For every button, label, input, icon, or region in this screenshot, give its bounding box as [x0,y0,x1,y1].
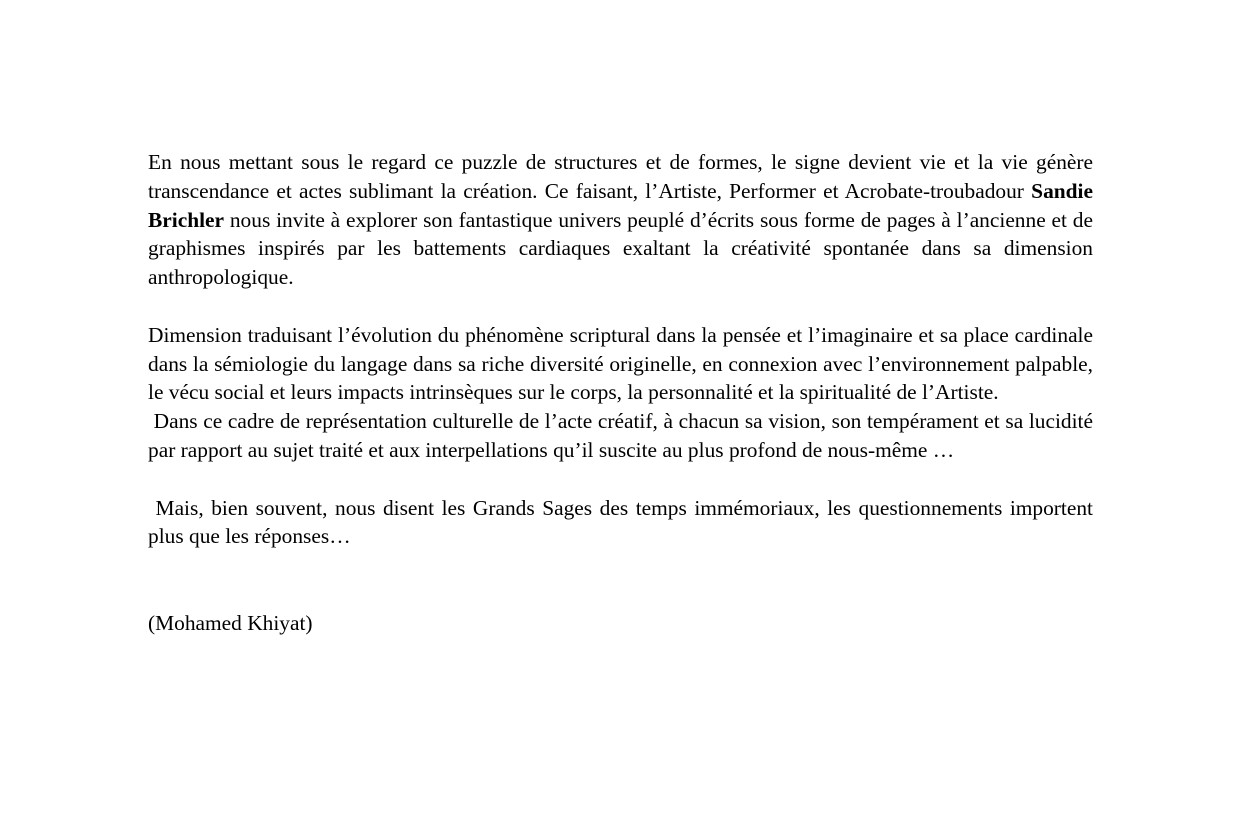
paragraph-3: Dans ce cadre de représentation culturelle de l’acte créatif, à chacun sa vision, son tempérament et sa lucidité par rapport au sujet traité et aux interpellations qu’il suscite au plus profond de nous-même … [148,409,1099,462]
paragraph-spacer [148,465,1093,494]
paragraph-2: Dimension traduisant l’évolution du phénomène scriptural dans la pensée et l’imaginaire et sa place cardinale dans la sémiologie du langage dans sa riche diversité originelle, en connexion avec l’environnement palpable, le vécu social et leurs impacts intrinsèques sur le corps, la personnalité et la spiritualité de l’Artiste. [148,322,1093,405]
paragraph-spacer [148,551,1093,609]
paragraph-1 [148,148,1093,292]
paragraph-1-text-end: nous invite à explorer son fantastique univers peuplé d’écrits sous forme de pages à l’ancienne et de graphismes inspirés par les battements cardiaques exaltant la créativité spontanée dans sa dimension anthropologique. [148,207,1093,290]
artist-name: Sandie Brichler [148,178,1093,232]
paragraph-4: Mais, bien souvent, nous disent les Grands Sages des temps immémoriaux, les questionnements importent plus que les réponses… [148,495,1099,549]
paragraph-spacer [148,292,1093,321]
signature: (Mohamed Khiyat) [148,610,313,635]
paragraph-1-text-start: En nous mettant sous le regard ce puzzle de structures et de formes, le signe devient vie et la vie génère transcendance et actes sublimant la création. Ce faisant, l’Artiste, Performer et Acrobate-troubadour [148,150,1093,203]
document-body [148,148,1099,638]
